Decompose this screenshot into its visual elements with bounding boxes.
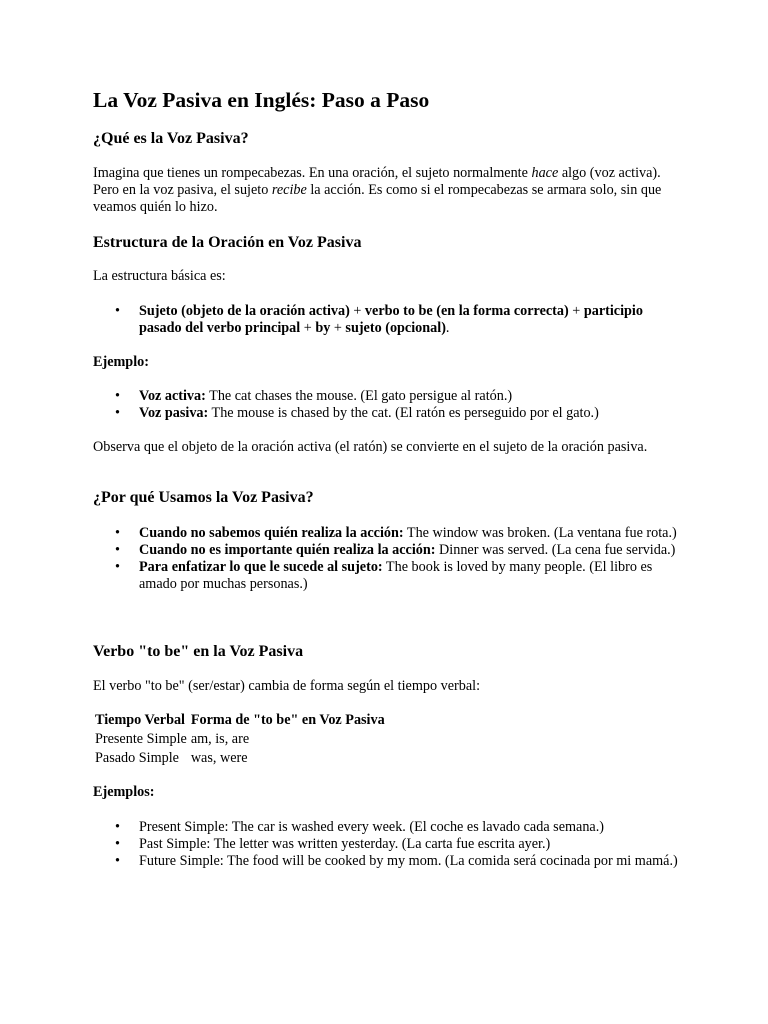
- emphasis-hace: hace: [531, 165, 559, 181]
- example-list: [93, 388, 678, 422]
- structure-note: Observa que el objeto de la oración activa (el ratón) se convierte en el sujeto de la oración pasiva.: [93, 439, 648, 455]
- examples-label: Ejemplos:: [93, 784, 155, 800]
- table-row: [93, 730, 387, 749]
- paragraph-what-is: Imagina que tienes un rompecabezas. En una oración, el sujeto normalmente hace algo (voz activa). Pero en la voz pasiva, el sujeto recibe la acción. Es como si el rompecabezas se armara solo, sin que veamos quién lo hizo.: [93, 165, 662, 215]
- to-be-intro: El verbo "to be" (ser/estar) cambia de forma según el tiempo verbal:: [93, 678, 481, 694]
- heading-to-be: Verbo "to be" en la Voz Pasiva: [93, 643, 304, 660]
- heading-what-is: ¿Qué es la Voz Pasiva?: [93, 130, 249, 147]
- list-item: • Future Simple: The food will be cooked by my mom. (La comida será cocinada por mi mamá.): [93, 853, 678, 870]
- emphasis-recibe: recibe: [271, 182, 307, 198]
- list-item: • Para enfatizar lo que le sucede al sujeto: The book is loved by many people. (El libro es amado por muchas personas.): [93, 559, 678, 593]
- table-header: Forma de "to be" en Voz Pasiva: [190, 712, 385, 728]
- table-cell: Presente Simple: [95, 731, 187, 747]
- table-cell: was, were: [190, 750, 248, 766]
- table-row: [93, 749, 387, 768]
- list-item: • Present Simple: The car is washed every week. (El coche es lavado cada semana.): [93, 819, 678, 836]
- page-title: La Voz Pasiva en Inglés: Paso a Paso: [93, 88, 430, 112]
- structure-formula-list: [93, 303, 678, 337]
- example-label: Ejemplo:: [93, 354, 149, 370]
- table-header-row: [93, 711, 387, 730]
- list-item: • Past Simple: The letter was written yesterday. (La carta fue escrita ayer.): [93, 836, 678, 853]
- reasons-list: [93, 525, 678, 593]
- tense-example-list: [93, 819, 678, 870]
- to-be-table: [93, 711, 387, 768]
- list-item: • Cuando no es importante quién realiza la acción: Dinner was served. (La cena fue servida.): [93, 542, 678, 559]
- list-item: • Voz pasiva: The mouse is chased by the cat. (El ratón es perseguido por el gato.): [93, 405, 678, 422]
- list-item: • Cuando no sabemos quién realiza la acción: The window was broken. (La ventana fue rota.): [93, 525, 678, 542]
- table-cell: Pasado Simple: [95, 750, 179, 766]
- structure-intro: La estructura básica es:: [93, 268, 226, 284]
- structure-formula: • Sujeto (objeto de la oración activa) + verbo to be (en la forma correcta) + participio pasado del verbo principal + by + sujeto (opcional).: [93, 303, 678, 337]
- table-cell: am, is, are: [190, 731, 250, 747]
- table-header: Tiempo Verbal: [95, 712, 186, 728]
- heading-why: ¿Por qué Usamos la Voz Pasiva?: [93, 489, 314, 506]
- heading-structure: Estructura de la Oración en Voz Pasiva: [93, 234, 362, 251]
- list-item: • Voz activa: The cat chases the mouse. (El gato persigue al ratón.): [93, 388, 678, 405]
